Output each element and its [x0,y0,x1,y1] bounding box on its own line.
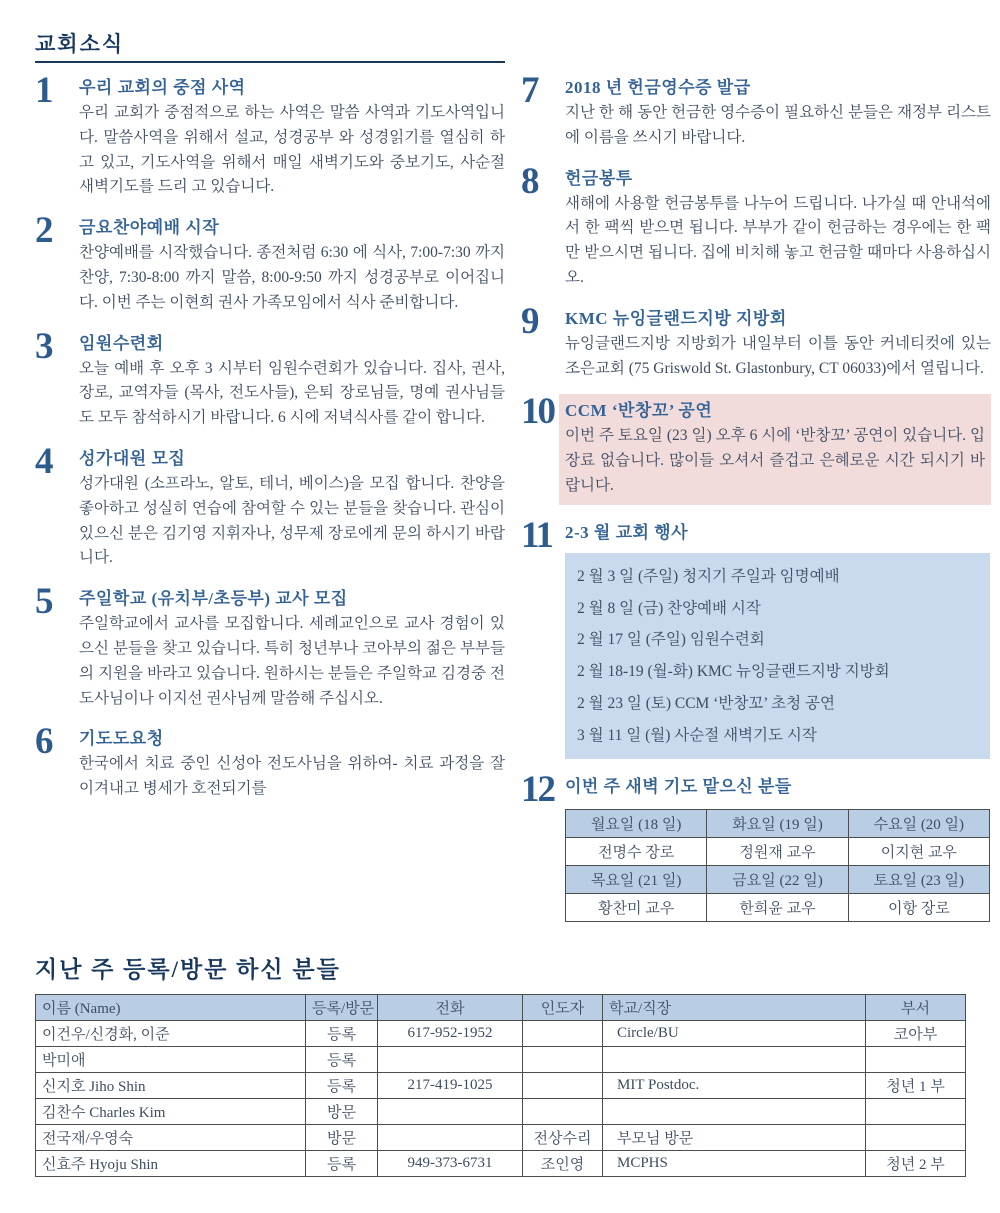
cell-school: Circle/BU [603,1021,866,1047]
cell-school [603,1047,866,1073]
cell-school: 부모님 방문 [603,1125,866,1151]
item-number: 5 [35,581,52,623]
cell-guide: 조인영 [523,1151,603,1177]
item-body: 찬양예배를 시작했습니다. 종전처럼 6:30 에 식사, 7:00-7:30 까지 찬양, 7:30-8:00 까지 말씀, 8:00-9:50 까지 성경공부로 이어집니다. 이번 주는 이현희 권사 가족모임에서 식사 준비합니다. [79,244,505,311]
cell-registration: 등록 [306,1151,378,1177]
cell-phone: 617-952-1952 [378,1021,523,1047]
day-cell: 토요일 (23 일) [848,866,989,894]
announcement-item-1 [35,70,505,200]
item-title: 우리 교회의 중점 사역 [79,78,246,97]
cell-guide: 전상수리 [523,1125,603,1151]
item-title: 헌금봉투 [565,168,633,188]
item-number: 2 [35,210,52,252]
announcement-item-9 [521,300,991,382]
person-cell: 이항 장로 [848,894,989,922]
header-department: 부서 [866,995,966,1021]
announcement-item-12 [521,769,991,922]
cell-school: MCPHS [603,1151,866,1177]
day-cell: 월요일 (18 일) [566,810,707,838]
visitors-title: 지난 주 등록/방문 하신 분들 [35,957,341,982]
event-line: 2 월 8 일 (금) 찬양예배 시작 [577,599,761,617]
item-title: 성가대원 모집 [79,448,186,468]
item-body: 한국에서 치료 중인 신성아 전도사님을 위하여- 치료 과정을 잘 이겨내고 병세가 호전되기를 [79,755,505,798]
day-cell: 화요일 (19 일) [707,810,848,838]
announcement-item-10 [521,391,991,504]
table-row [566,810,990,838]
item-title: 임원수련회 [79,333,164,353]
cell-school: MIT Postdoc. [603,1073,866,1099]
cell-department [866,1099,966,1125]
header-phone: 전화 [378,995,523,1021]
item-title: KMC 뉴잉글랜드지방 지방회 [565,308,787,328]
cell-department: 청년 2 부 [866,1151,966,1177]
visitors-section [35,951,965,1177]
item-number: 4 [35,440,52,482]
cell-name: 김찬수 Charles Kim [36,1099,306,1125]
item-body: 이번 주 토요일 (23 일) 오후 6 시에 ‘반창꼬’ 공연이 있습니다. 입장료 없습니다. 많이들 오셔서 즐겁고 은혜로운 시간 되시기 바랍니다. [565,427,985,494]
cell-department [866,1125,966,1151]
table-row [36,1047,966,1073]
day-cell: 금요일 (22 일) [707,866,848,894]
item-title: 주일학교 (유치부/초등부) 교사 모집 [79,589,348,609]
left-column [35,70,505,815]
announcement-item-5 [35,581,505,711]
item-body: 성가대원 (소프라노, 알토, 테너, 베이스)을 모집 합니다. 찬양을 좋아하고 성실히 연습에 참여할 수 있는 분들을 찾습니다. 관심이 있으신 분은 김기영 지휘자나, 성무제 장로에게 문의 하시기 바랍니다. [79,474,505,567]
day-cell: 목요일 (21 일) [566,866,707,894]
item-title: 2-3 월 교회 행사 [565,522,689,542]
item-body: 새해에 사용할 헌금봉투를 나누어 드립니다. 나가실 때 안내석에서 한 팩씩 받으면 됩니다. 부부가 같이 헌금하는 경우에는 한 팩만 받으시면 됩니다. 집에 비치해 놓고 헌금할 때마다 사용하십시오. [565,194,991,286]
page-title: 교회소식 [35,28,505,63]
cell-name: 신지호 Jiho Shin [36,1073,306,1099]
announcement-item-4 [35,440,505,571]
announcement-item-6 [35,721,505,802]
cell-registration: 방문 [306,1099,378,1125]
cell-name: 이건우/신경화, 이준 [36,1021,306,1047]
item-number: 7 [521,70,538,111]
event-line: 2 월 17 일 (주일) 임원수련회 [577,631,765,649]
cell-name: 신효주 Hyoju Shin [36,1151,306,1177]
person-cell: 황찬미 교우 [566,894,707,922]
announcement-item-7 [521,70,991,151]
cell-phone [378,1047,523,1073]
table-header-row [36,995,966,1021]
header-school: 학교/직장 [603,995,866,1021]
table-row [36,1151,966,1177]
announcement-columns [35,70,991,945]
item-number: 10 [521,391,554,433]
event-line: 2 월 18-19 (월-화) KMC 뉴잉글랜드지방 지방회 [577,663,890,681]
table-row [36,1073,966,1099]
item-title: 이번 주 새벽 기도 맡으신 분들 [565,777,792,797]
item-body: 뉴잉글랜드지방 지방회가 내일부터 이틀 동안 커네티컷에 있는 조은교회 (75 Griswold St. Glastonbury, CT 06033)에서 열립니다. [565,334,991,377]
item-number: 9 [521,300,538,342]
cell-registration: 등록 [306,1073,378,1099]
item-number: 11 [521,514,552,556]
cell-phone [378,1099,523,1125]
header-name: 이름 (Name) [36,995,306,1021]
table-row [36,1021,966,1047]
item-number: 1 [35,70,52,111]
item-number: 3 [35,325,52,367]
event-line: 2 월 3 일 (주일) 청지기 주일과 임명예배 [577,567,840,585]
cell-name: 전국재/우영숙 [36,1125,306,1151]
item-title: 2018 년 헌금영수증 발급 [565,78,751,97]
item-title: 기도도요청 [79,729,164,749]
person-cell: 정원재 교우 [707,838,848,866]
cell-school [603,1099,866,1125]
cell-phone: 217-419-1025 [378,1073,523,1099]
table-row [566,866,990,894]
announcement-item-11 [521,514,991,760]
person-cell: 한희윤 교우 [707,894,848,922]
day-cell: 수요일 (20 일) [848,810,989,838]
cell-phone: 949-373-6731 [378,1151,523,1177]
announcement-item-2 [35,210,505,315]
cell-department: 청년 1 부 [866,1073,966,1099]
header-registration: 등록/방문 [306,995,378,1021]
item-body: 주일학교에서 교사를 모집합니다. 세례교인으로 교사 경험이 있으신 분들을 찾고 있습니다. 특히 청년부나 코아부의 젊은 부부들의 지원을 바라고 있습니다. 원하시는 분들은 주일학교 김경중 전도사님이나 이지선 권사님께 말씀해 주십시오. [79,615,505,707]
person-cell: 전명수 장로 [566,838,707,866]
cell-name: 박미애 [36,1047,306,1073]
cell-guide [523,1099,603,1125]
cell-registration: 등록 [306,1021,378,1047]
person-cell: 이지현 교우 [848,838,989,866]
item-number: 6 [35,721,52,763]
item-body: 오늘 예배 후 오후 3 시부터 임원수련회가 있습니다. 집사, 권사, 장로, 교역자들 (목사, 전도사들), 은퇴 장로님들, 명예 권사님들도 모두 참석하시기 바랍니다. 6 시에 저녁식사를 같이 합니다. [79,359,505,427]
right-column [521,70,991,935]
announcement-item-3 [35,325,505,431]
table-row [36,1125,966,1151]
cell-registration: 방문 [306,1125,378,1151]
cell-department [866,1047,966,1073]
item-body: 우리 교회가 중점적으로 하는 사역은 말씀 사역과 기도사역입니다. 말씀사역을 위해서 설교, 성경공부 와 성경읽기를 열심히 하고 있고, 기도사역을 위해서 매일 새벽기도와 중보기도, 사순절 새벽기도를 드리 고 있습니다. [79,104,505,196]
item-number: 8 [521,160,538,202]
cell-phone [378,1125,523,1151]
item-title: 금요찬야예배 시작 [79,218,220,238]
dawn-prayer-table [565,809,990,922]
cell-guide [523,1073,603,1099]
cell-department: 코아부 [866,1021,966,1047]
cell-guide [523,1021,603,1047]
table-row [566,838,990,866]
table-row [36,1099,966,1125]
highlighted-announcement [559,394,991,504]
visitors-table [35,994,966,1177]
header-guide: 인도자 [523,995,603,1021]
item-title: CCM ‘반창꼬’ 공연 [565,401,713,421]
cell-guide [523,1047,603,1073]
announcement-item-8 [521,160,991,291]
events-box [565,553,990,760]
table-row [566,894,990,922]
item-number: 12 [521,769,554,811]
event-line: 3 월 11 일 (월) 사순절 새벽기도 시작 [577,726,817,744]
event-line: 2 월 23 일 (토) CCM ‘반창꼬’ 초청 공연 [577,694,835,712]
cell-registration: 등록 [306,1047,378,1073]
item-body: 지난 한 해 동안 헌금한 영수증이 필요하신 분들은 재정부 리스트에 이름을 쓰시기 바랍니다. [565,104,991,146]
